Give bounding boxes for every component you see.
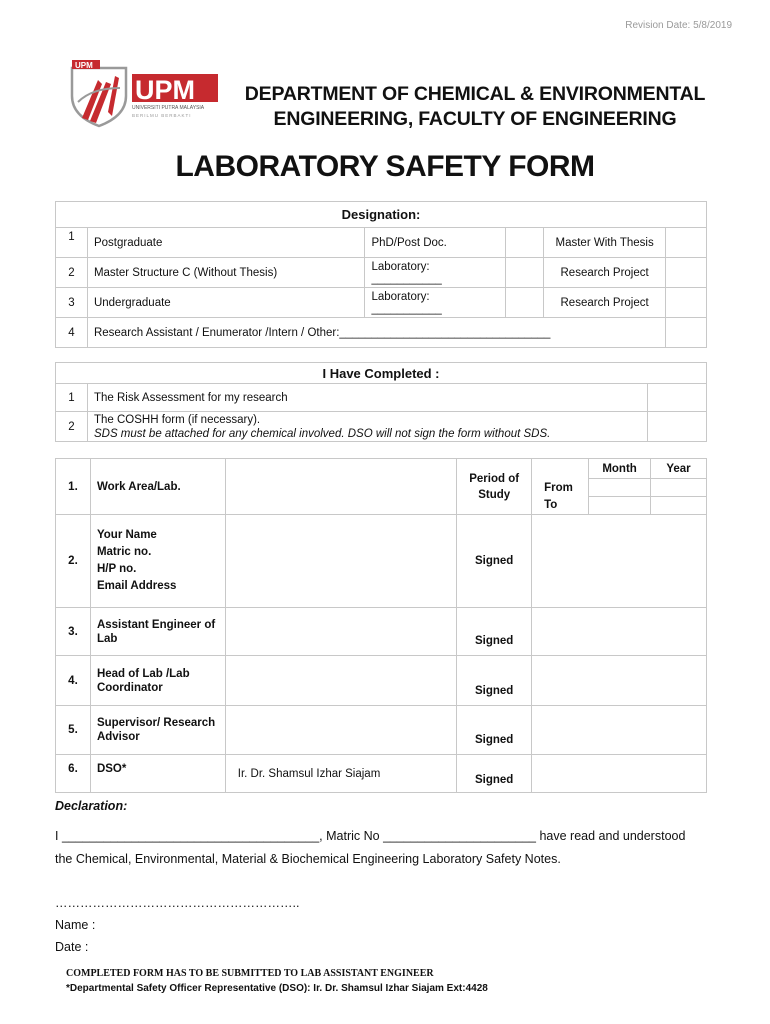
option-research-project: Research Project: [544, 288, 666, 318]
checkbox-laboratory[interactable]: [506, 288, 544, 318]
row-number: 1.: [56, 459, 91, 515]
student-signature-field[interactable]: [532, 515, 707, 608]
sds-note: SDS must be attached for any chemical involved. DSO will not sign the form without SDS.: [93, 427, 551, 440]
logo-motto: BERILMU BERBAKTI: [132, 113, 192, 118]
signature-dots[interactable]: …………………………………………………..: [55, 896, 300, 910]
row-number: 1: [56, 228, 88, 258]
supervisor-field[interactable]: [225, 706, 456, 755]
declaration-line1[interactable]: I _____________________________________, Matric No ______________________ have read and understood: [55, 829, 686, 843]
from-year-field[interactable]: [651, 479, 707, 497]
row-number: 4.: [56, 656, 91, 706]
checkbox-research-project[interactable]: [666, 258, 707, 288]
upm-crest-icon: [68, 58, 233, 128]
row-number: 1: [56, 384, 88, 412]
risk-assessment-item: The Risk Assessment for my research: [87, 384, 647, 412]
month-label: Month: [589, 459, 651, 479]
matric-label: Matric no.: [96, 546, 152, 558]
hp-label: H/P no.: [96, 563, 137, 575]
upm-logo: [68, 58, 233, 128]
signed-label: Signed: [457, 755, 532, 793]
year-label: Year: [651, 459, 707, 479]
logo-tagline: UNIVERSITI PUTRA MALAYSIA: [132, 105, 205, 111]
dept-line2: ENGINEERING, FACULTY OF ENGINEERING: [273, 108, 677, 130]
row-number: 5.: [56, 706, 91, 755]
footer-instruction: COMPLETED FORM HAS TO BE SUBMITTED TO LAB ASSISTANT ENGINEER: [66, 968, 434, 979]
signed-label: Signed: [457, 608, 532, 656]
footer-dso-note: *Departmental Safety Officer Representative (DSO): Ir. Dr. Shamsul Izhar Siajam Ext:4428: [66, 983, 488, 994]
designation-row: [56, 258, 707, 288]
assistant-engineer-label: Assistant Engineer of Lab: [90, 608, 225, 656]
logo-text: UPM: [135, 75, 195, 105]
checkbox-research-project[interactable]: [666, 288, 707, 318]
laboratory-field[interactable]: Laboratory: ___________: [365, 258, 506, 288]
row-number: 2.: [56, 515, 91, 608]
option-research-assistant[interactable]: Research Assistant / Enumerator /Intern / Other:_________________________________: [87, 318, 665, 348]
option-phd: PhD/Post Doc.: [365, 228, 506, 258]
row-number: 3.: [56, 608, 91, 656]
your-name-label: Your Name: [96, 529, 157, 541]
dso-label: DSO*: [90, 755, 225, 793]
dept-line1: DEPARTMENT OF CHEMICAL & ENVIRONMENTAL: [244, 83, 706, 105]
coshh-item: The COSHH form (if necessary).: [93, 413, 261, 426]
checkbox-research-assistant[interactable]: [666, 318, 707, 348]
row-number: 4: [56, 318, 88, 348]
signed-label: Signed: [457, 656, 532, 706]
work-area-field[interactable]: [225, 459, 456, 515]
revision-date: Revision Date: 5/8/2019: [625, 20, 732, 31]
to-label: To: [532, 497, 589, 515]
row-number: 2: [56, 258, 88, 288]
from-label: From: [532, 479, 589, 497]
designation-heading: Designation:: [56, 202, 707, 228]
completed-heading: I Have Completed :: [56, 363, 707, 384]
name-field[interactable]: Name :: [55, 918, 96, 932]
option-postgraduate: Postgraduate: [87, 228, 364, 258]
designation-row: [56, 288, 707, 318]
designation-row: [56, 228, 707, 258]
option-research-project: Research Project: [544, 258, 666, 288]
from-month-field[interactable]: [589, 479, 651, 497]
declaration-heading: Declaration:: [55, 799, 128, 813]
completed-row: [56, 412, 707, 442]
department-heading: [225, 82, 725, 132]
assistant-engineer-field[interactable]: [225, 608, 456, 656]
option-master-thesis: Master With Thesis: [544, 228, 666, 258]
assistant-engineer-signature[interactable]: [532, 608, 707, 656]
row-number: 3: [56, 288, 88, 318]
row-number: 6.: [56, 755, 91, 793]
option-master-structure-c: Master Structure C (Without Thesis): [87, 258, 364, 288]
period-of-study-label: Period of Study: [457, 459, 532, 515]
to-year-field[interactable]: [651, 497, 707, 515]
checkbox-master-thesis[interactable]: [666, 228, 707, 258]
designation-row: [56, 318, 707, 348]
dso-signature[interactable]: [532, 755, 707, 793]
supervisor-signature[interactable]: [532, 706, 707, 755]
checkbox-laboratory[interactable]: [506, 258, 544, 288]
checkbox-coshh[interactable]: [648, 412, 707, 442]
crest-small-text: UPM: [75, 61, 93, 70]
dso-name: Ir. Dr. Shamsul Izhar Siajam: [225, 755, 456, 793]
signed-label: Signed: [457, 706, 532, 755]
declaration-line2: the Chemical, Environmental, Material & Biochemical Engineering Laboratory Safety Notes.: [55, 852, 561, 866]
to-month-field[interactable]: [589, 497, 651, 515]
completed-row: [56, 384, 707, 412]
option-undergraduate: Undergraduate: [87, 288, 364, 318]
student-details-field[interactable]: [225, 515, 456, 608]
laboratory-field[interactable]: Laboratory: ___________: [365, 288, 506, 318]
checkbox-phd[interactable]: [506, 228, 544, 258]
details-table: [55, 458, 707, 793]
designation-table: [55, 201, 707, 348]
supervisor-label: Supervisor/ Research Advisor: [90, 706, 225, 755]
head-of-lab-field[interactable]: [225, 656, 456, 706]
date-field[interactable]: Date :: [55, 940, 89, 954]
checkbox-risk-assessment[interactable]: [648, 384, 707, 412]
work-area-label: Work Area/Lab.: [90, 459, 225, 515]
completed-table: [55, 362, 707, 442]
head-of-lab-signature[interactable]: [532, 656, 707, 706]
head-of-lab-label: Head of Lab /Lab Coordinator: [90, 656, 225, 706]
email-label: Email Address: [96, 580, 177, 592]
row-number: 2: [56, 412, 88, 442]
form-title: LABORATORY SAFETY FORM: [175, 150, 595, 183]
signed-label: Signed: [457, 515, 532, 608]
